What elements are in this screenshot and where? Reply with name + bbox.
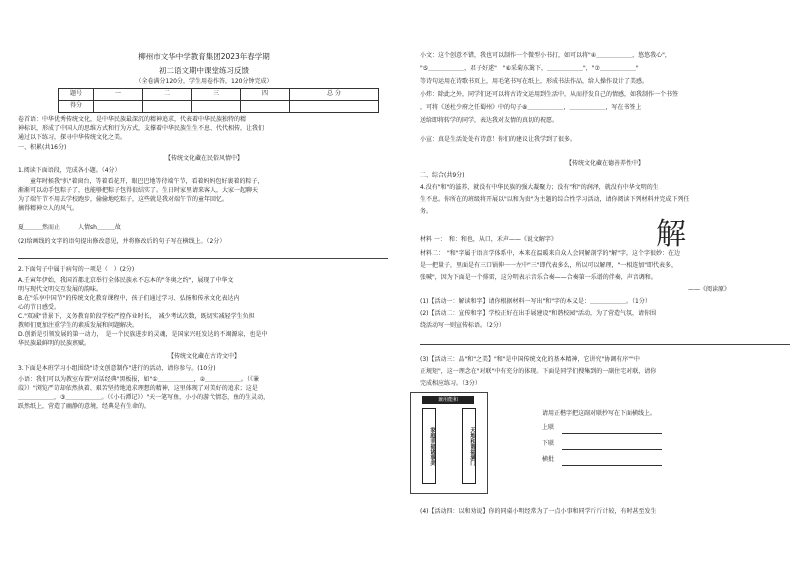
question-2: 2.下面句子中属于病句的一项是（ ）(2分) <box>18 266 135 273</box>
score-input[interactable] <box>192 101 241 113</box>
option-c: C."双减"背景下，义务教育阶段学校严控作业时长， 减少考试次数，既切实减轻学生负担 <box>18 313 255 320</box>
upper-answer-field[interactable] <box>562 424 662 434</box>
horizontal-answer-field[interactable] <box>562 456 662 466</box>
score-cell: 二 <box>143 89 192 101</box>
score-input[interactable] <box>143 101 192 113</box>
passage-line: 正规矩"，这一理念在"对联"中有充分的体现。下面是同学们搜集到的一副住宅对联，请你 <box>420 368 657 375</box>
material-1: 材料 一： 和：和也，从口，禾声——《说文解字》 <box>420 236 557 243</box>
task-1[interactable]: (1)【活动一：解读和字】请你根据材料一写出"和"字的本义是：＿＿＿＿＿＿。（1分） <box>420 298 651 305</box>
score-value-row <box>59 101 379 113</box>
passage-line: 童年时候我"扒"着窗台，等着看花开，眼巴巴地等待端午节，看着妈妈包好裹着的粽子， <box>30 178 264 185</box>
task-3-instruction: 请用正楷字把这副对联抄写在下面横线上。 <box>542 410 657 417</box>
passage-line: 小语：我们可以为教室布置"对话经典"黑板报，如"①＿＿＿＿＿＿，②＿＿＿＿＿＿。（《蒹 <box>18 376 260 383</box>
passage-line: 完成相应练习。（3分） <box>420 380 481 387</box>
passage-line: "⑤＿＿＿＿＿＿，君子好逑" "⑥采菊东篱下，＿＿＿＿＿＿"，"⑦＿＿＿＿＿＿" <box>420 65 639 72</box>
option-c-cont: 教师们更加注重学生的素质发展和问题解决。 <box>18 322 139 329</box>
score-cell: 四 <box>241 89 290 101</box>
score-cell: 得分 <box>59 101 94 113</box>
passage-line: 葭》）"浏览严苛却依然执着、艰苦坚持地追求理想的精神，这里体现了对美好的追求；这是 <box>18 385 258 392</box>
passage-line: 务。 <box>420 208 433 215</box>
passage-line: 张喊"，因为下面是一个排雷，这分明表示音乐合奏——合奏第一乐谱的伴奏，声音调和。 <box>420 274 657 281</box>
passage-line: 生不息。你所在的班级将开展以"以和为贵"为主题的综合性学习活动，请你阅读下列材料并完成下列任 <box>420 196 690 203</box>
score-cell: 三 <box>192 89 241 101</box>
passage-line: 渐渐可以动手包粽子了，也能够把粽子包得很结实了。生日时家里请来客人，大家一起聊天 <box>18 187 259 194</box>
exam-info: （全卷满分120分，学生用卷作答，120分钟完成） <box>135 78 273 85</box>
score-input[interactable] <box>241 101 290 113</box>
upper-line-row <box>542 424 782 434</box>
score-input[interactable] <box>94 101 143 113</box>
passage-line: 摘得精神立人的风气。 <box>18 205 79 212</box>
answer-line[interactable] <box>420 344 790 345</box>
option-d-cont: 华民族最鲜明的民族禀赋。 <box>18 340 91 347</box>
passage-line: 为了端午节不用去学校跑步，偷偷地吃粽子，这些就是我对端午节的童年回忆。 <box>18 196 229 203</box>
score-table <box>58 88 379 113</box>
section-heading: 一、积累(共16分) <box>18 144 67 151</box>
material-2: 材料二： "和"字属于语言学体系中，本来在温暖来自众人会同解剖学的"解"字，这个字很妙：在边 <box>420 250 681 257</box>
fill-blank-line[interactable]: 夏＿＿＿然而止 人情sh＿＿＿故 <box>18 224 121 231</box>
score-header-row <box>59 89 379 101</box>
couplet-left-scroll: 家庭幸福诸事美 <box>422 408 436 484</box>
section-banner: 【传统文化藏在民俗风情中】 <box>164 155 243 162</box>
passage-line: 跃然纸上，营造了幽静的意境，经典是有生命的。 <box>18 403 151 410</box>
lower-label: 下联 <box>542 440 555 447</box>
passage-line: 小宣：真是生活处处有诗意！你们的建议让我学到了很多。 <box>420 136 577 143</box>
section-banner: 【传统文化藏在古诗文中】 <box>167 353 240 360</box>
option-d: D.创新是引领发展的第一动力， 是一个民族进步的灵魂，是国家兴旺发达的不竭源泉，也是中 <box>18 331 268 338</box>
passage-line: 送给即将转学的同学，表达我对友情的真切的祝愿。 <box>420 117 559 124</box>
section-banner: 【传统文化藏在德善养性中】 <box>565 160 644 167</box>
passage-line: ＿＿＿＿＿＿，③＿＿＿＿＿＿。（《小石潭记》）"天一笔写鱼，小小的游弋情态，鱼的生灵动， <box>18 394 270 401</box>
option-a: A.壬寅年伊始，我国首都北京举行全体民族永不忘本的"冬奥之约"，展现了中华文 <box>18 277 234 284</box>
passage-line: 等诗句运用在诗歌书页上，用毛笔书写在纸上，形成书法作品，给人操作设计了美感。 <box>420 78 649 85</box>
score-cell: 一 <box>94 89 143 101</box>
passage-line: 小文：这个创意不错，我也可以制作一个微型小书打，如可以将"④＿＿＿＿＿＿，悠悠我心"， <box>420 52 671 59</box>
score-cell: 总 分 <box>290 89 379 101</box>
score-input[interactable] <box>290 101 379 113</box>
question-4: 4.没有"和"的滋养，就没有中华民族的强大凝聚力；没有"和"的润泽，就没有中华文明的生 <box>420 184 659 191</box>
question-1: 1.阅读下面语段，完成各小题。（4分） <box>18 167 121 174</box>
task-4: (4)【活动四：以和劝说】你的同桌小明经常为了一点小事和同学斤斤计较，有时甚至发生 <box>420 508 657 515</box>
exam-title: 柳州市文华中学教育集团2023年春学期 <box>138 52 270 61</box>
task-2-cont: 绕活动写一则宣传标语。（2分） <box>420 322 505 329</box>
option-b: B.在"乐享中国节"的传统文化教育课程中，孩子们通过学习、弘扬和传承文化表达内 <box>18 295 240 302</box>
question-3: 3.下面是本班学习小组围绕"诗文创意制作"进行的活动，请你参与。(10分) <box>18 365 216 372</box>
sub-question: (2)给画线的文字的语句提出修改意见，并将修改后的句子写在横线上。（2分） <box>18 238 226 245</box>
couplet-top-scroll: 兼用能和 <box>422 396 474 404</box>
lower-answer-field[interactable] <box>562 440 662 450</box>
lower-line-row <box>542 440 782 450</box>
answer-line[interactable] <box>18 258 388 259</box>
intro-line: 神标识，形成了中国人的思维方式和行为方式，支撑着中华民族生生不息、代代相传，让我们 <box>18 125 265 132</box>
horizontal-label: 横批 <box>542 456 555 463</box>
horizontal-line-row <box>542 456 782 466</box>
passage-line: 小炜：除此之外，同学们还可以将古诗文运用到生活中，从而抒发自己的情感，如我制作一个书签 <box>420 91 679 98</box>
upper-label: 上联 <box>542 424 555 431</box>
right-column <box>420 0 792 561</box>
task-3: (3)【活动三：品"和"之美】"和"是中国传统文化的基本精神，它讲究"协调有序""中 <box>420 356 640 363</box>
calligraphy-character: 解 <box>656 217 686 252</box>
couplet-right-scroll: 天地和谐福满门 <box>462 408 476 484</box>
section-heading: 二、综合(共9分) <box>420 172 465 179</box>
source-note: ——《阅读原》 <box>687 286 730 293</box>
intro-line: 卷首语：中华优秀传统文化，是中华民族最深沉的精神追求，代表着中华民族独特的精 <box>18 116 247 123</box>
intro-line: 通过以下练习，探寻中华传统文化之美。 <box>18 134 127 141</box>
score-cell: 题号 <box>59 89 94 101</box>
passage-line: 是一把量子，里面是有三口锅伸一一左中"三"即代表多么，所以可以解理，"一相连加"即代表多， <box>420 262 678 269</box>
exam-subtitle: 初二语文期中课堂练习反馈 <box>159 66 249 75</box>
left-column <box>18 0 390 561</box>
passage-line: ，可将《送杜少府之任蜀州》中的句子⑧＿＿＿＿＿＿，＿＿＿＿＿＿，写在书签上 <box>420 104 642 111</box>
option-a-cont: 明与现代文明交互发展的韵味。 <box>18 286 103 293</box>
task-2: (2)【活动二：宣传和字】学校正好在出手展建设"和谐校园"活动，为了营造气氛，请你围 <box>420 310 657 317</box>
option-b-cont: 心的节日感受。 <box>18 304 61 311</box>
